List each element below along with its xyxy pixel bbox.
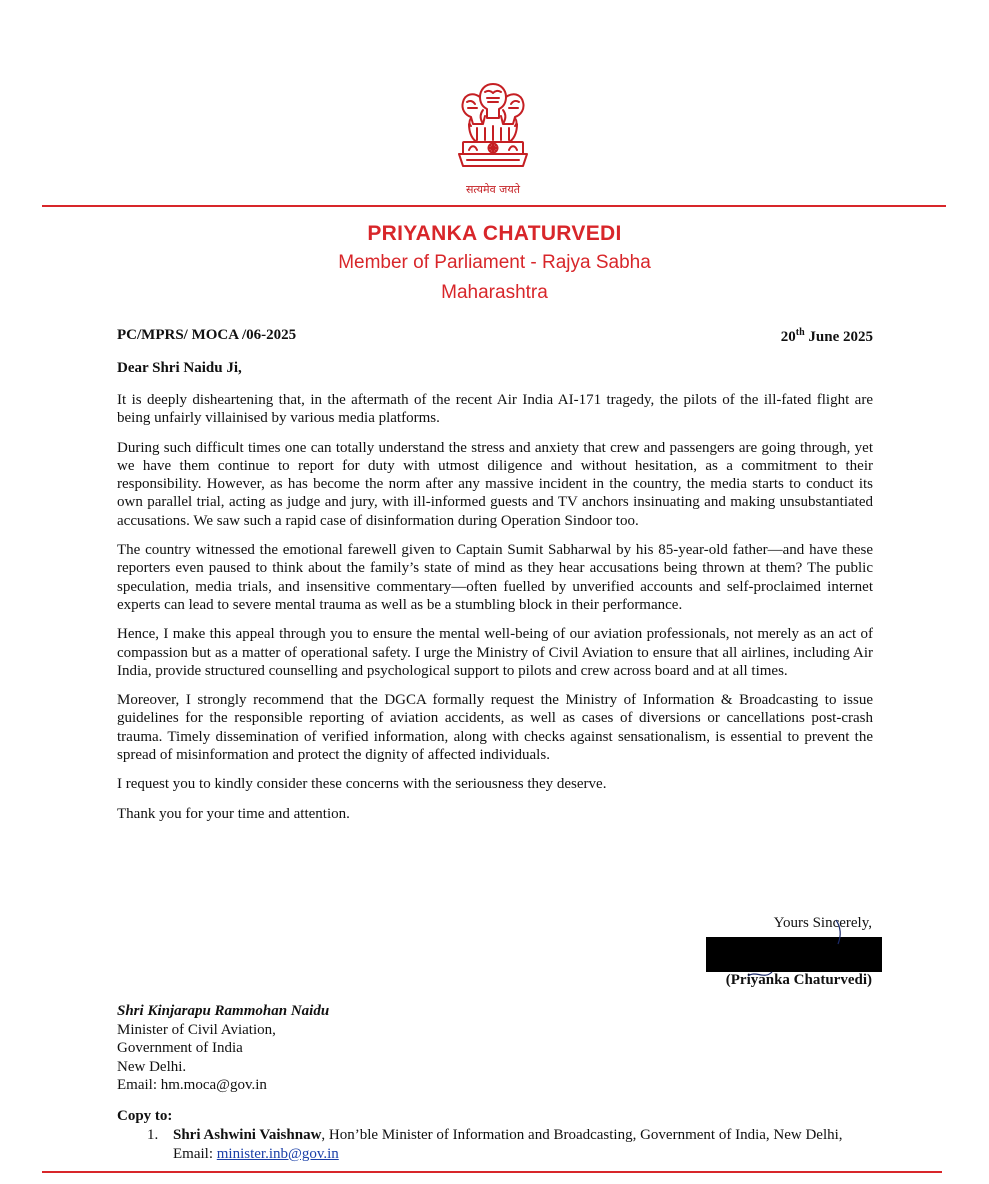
recipient-org: Government of India <box>117 1040 243 1056</box>
paragraph: Thank you for your time and attention. <box>117 805 350 822</box>
redacted-signature <box>706 937 882 972</box>
letter-body <box>117 391 873 834</box>
letterhead-name: PRIYANKA CHATURVEDI <box>367 222 622 245</box>
paragraph: During such difficult times one can totally understand the stress and anxiety that crew and passengers are going through, yet we have them continue to report for duty with utmost diligence and without hesitation, as a commitment to their responsibility. However, as has become the norm after any massive incident in the country, the media starts to conduct its own parallel trial, acting as judge and jury, with ill-informed guests and TV anchors insinuating and making unsubstantiated accusations. We saw such a rapid case of disinformation during Operation Sindoor too. <box>117 439 873 529</box>
lion-capital-icon <box>447 78 539 182</box>
copy-to-number: 1. <box>147 1127 159 1143</box>
letter-date <box>781 327 873 346</box>
recipient-city: New Delhi. <box>117 1058 187 1075</box>
signatory-name: (Priyanka Chaturvedi) <box>725 972 872 988</box>
date-suffix: th <box>795 327 805 338</box>
emblem-motto: सत्यमेव जयते <box>465 183 520 196</box>
date-day: 20 <box>780 329 796 345</box>
copy-to-description: , Hon’ble Minister of Information and Broadcasting, Government of India, New Delhi, Email: <box>173 1127 843 1162</box>
paragraph: Hence, I make this appeal through you to ensure the mental well-being of our aviation professionals, not merely as an act of compassion but as a matter of operational safety. I urge the Ministry of Civil Aviation to ensure that all airlines, including Air India, provide structured counselling and psychological support to pilots and crew across board and at all times. <box>117 626 873 679</box>
letterhead-divider-top <box>42 205 946 207</box>
reference-number: PC/MPRS/ MOCA /06-2025 <box>117 327 297 343</box>
recipient-email: Email: hm.moca@gov.in <box>117 1077 267 1093</box>
copy-to-item <box>117 1126 877 1163</box>
date-rest: June 2025 <box>804 329 873 345</box>
letterhead-state: Maharashtra <box>441 282 548 303</box>
paragraph: Moreover, I strongly recommend that the DGCA formally request the Ministry of Information & Broadcasting to issue guidelines for the responsible reporting of aviation accidents, as well as cases of diversions or cancellations post-crash trauma. Timely dissemination of verified information, along with checks against sensationalism, is essential to prevent the spread of misinformation and protect the dignity of affected individuals. <box>117 692 873 764</box>
copy-to-heading: Copy to: <box>117 1108 173 1124</box>
recipient-name: Shri Kinjarapu Rammohan Naidu <box>117 1003 330 1019</box>
copy-to-email-link[interactable]: minister.inb@gov.in <box>216 1145 339 1162</box>
paragraph: The country witnessed the emotional farewell given to Captain Sumit Sabharwal by his 85-year-old father—and have these reporters even paused to think about the family’s state of mind as they hear accusations being thrown at them? The public speculation, media trials, and insensitive commentary—often fuelled by unverified accounts and self-proclaimed internet experts can lead to severe mental trauma as well as be a stumbling block in their performance. <box>117 542 873 613</box>
copy-to-name: Shri Ashwini Vaishnaw <box>173 1127 322 1143</box>
paragraph: I request you to kindly consider these concerns with the seriousness they deserve. <box>117 776 607 793</box>
letterhead-role: Member of Parliament - Rajya Sabha <box>338 252 651 273</box>
copy-to-section <box>117 1108 877 1163</box>
recipient-address <box>117 1002 329 1095</box>
footer-divider <box>42 1171 942 1173</box>
recipient-title: Minister of Civil Aviation, <box>117 1021 276 1038</box>
paragraph: It is deeply disheartening that, in the aftermath of the recent Air India AI-171 tragedy, the pilots of the ill-fated flight are being unfairly villainised by various media platforms. <box>117 392 873 427</box>
signoff: Yours Sincerely, <box>773 915 872 931</box>
salutation: Dear Shri Naidu Ji, <box>117 360 242 376</box>
